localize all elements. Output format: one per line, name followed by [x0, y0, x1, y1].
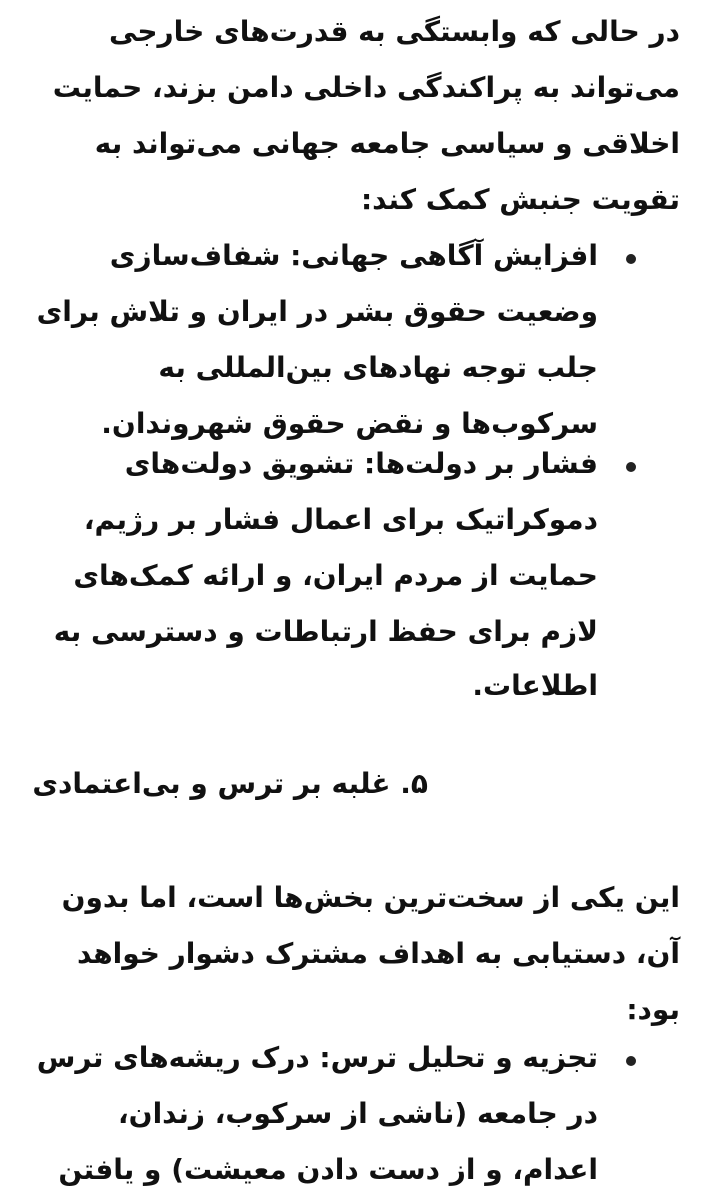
intro-line: می‌تواند به پراکندگی داخلی دامن بزند، حمایت — [52, 71, 680, 104]
intro-line: اخلاقی و سیاسی جامعه جهانی می‌تواند به — [94, 127, 680, 160]
bullet-icon — [626, 462, 636, 472]
list-item-line: جلب توجه نهادهای بین‌المللی به — [158, 351, 598, 384]
bullet-icon — [626, 254, 636, 264]
list-item-line: حمایت از مردم ایران، و ارائه کمک‌های — [73, 559, 598, 592]
intro-line: تقویت جنبش کمک کند: — [360, 183, 680, 216]
paragraph-line: آن، دستیابی به اهداف مشترک دشوار خواهد — [77, 937, 680, 970]
list-item-line: در جامعه (ناشی از سرکوب، زندان، — [118, 1097, 598, 1130]
list-item-line: فشار بر دولت‌ها: تشویق دولت‌های — [124, 447, 598, 480]
list-item-line: افزایش آگاهی جهانی: شفاف‌سازی — [109, 239, 598, 272]
section-heading: ۵. غلبه بر ترس و بی‌اعتمادی — [32, 767, 428, 800]
list-item-line: سرکوب‌ها و نقض حقوق شهروندان. — [101, 407, 598, 440]
list-item-line: لازم برای حفظ ارتباطات و دسترسی به — [53, 615, 598, 648]
list-item-line: دموکراتیک برای اعمال فشار بر رژیم، — [83, 503, 598, 536]
list-item-line: تجزیه و تحلیل ترس: درک ریشه‌های ترس — [36, 1041, 598, 1074]
list-item-line: اطلاعات. — [472, 669, 598, 702]
intro-line: در حالی که وابستگی به قدرت‌های خارجی — [109, 15, 680, 48]
paragraph-line: بود: — [626, 993, 680, 1026]
bullet-icon — [626, 1056, 636, 1066]
list-item-line: اعدام، و از دست دادن معیشت) و یافتن — [58, 1153, 598, 1186]
paragraph-line: این یکی از سخت‌ترین بخش‌ها است، اما بدون — [61, 881, 680, 914]
list-item-line: وضعیت حقوق بشر در ایران و تلاش برای — [36, 295, 598, 328]
